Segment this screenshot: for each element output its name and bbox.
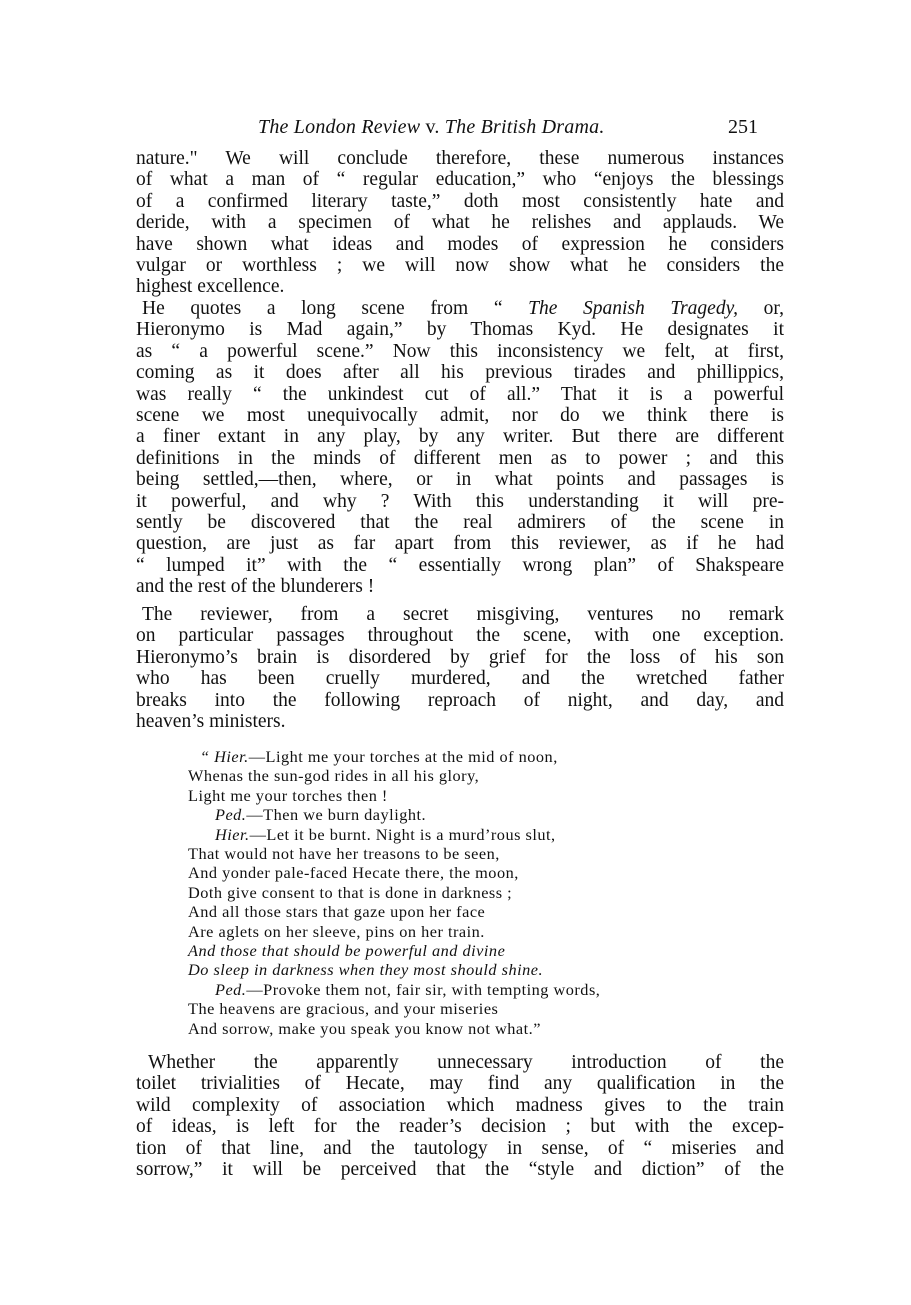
verse-line (188, 980, 600, 999)
verse-line (188, 883, 600, 902)
speaker: Ped. (215, 805, 247, 825)
text-line: scene we most unequivocally admit, nor do we think there is (136, 405, 784, 427)
text-line: nature." We will conclude therefore, these numerous instances (136, 148, 784, 169)
text-line: of ideas, is left for the reader’s decision ; but with the excep- (136, 1116, 784, 1138)
verse-line (188, 999, 600, 1018)
text-span: He quotes a long scene from “ (142, 298, 529, 319)
text-line: “ lumped it” with the “ essentially wrong plan” of Shakspeare (136, 554, 784, 576)
verse-text: That would not have her treasons to be seen, (188, 844, 500, 864)
text-line: Hieronymo is Mad again,” by Thomas Kyd. He designates it (136, 319, 784, 341)
verse-text: Light me your torches then ! (188, 785, 388, 805)
verse-line (188, 844, 600, 863)
verse-line (188, 922, 600, 941)
text-line: who has been cruelly murdered, and the wretched father (136, 668, 784, 690)
verse-text: Whenas the sun-god rides in all his glory, (188, 766, 480, 786)
text-line: The reviewer, from a secret misgiving, ventures no remark (142, 604, 784, 625)
verse-text: And sorrow, make you speak you know not what.” (188, 1018, 541, 1038)
text-line: was really “ the unkindest cut of all.” That it is a powerful (136, 383, 784, 405)
speaker: Ped. (215, 979, 247, 999)
text-line: a finer extant in any play, by any writer. But there are different (136, 426, 784, 448)
text-line: of a confirmed literary taste,” doth most consistently hate and (136, 190, 784, 212)
verse-text: And those that should be powerful and divine (188, 941, 506, 961)
verse-line (188, 825, 600, 844)
text-line: toilet trivialities of Hecate, may find any qualification in the (136, 1073, 784, 1095)
verse-text: —Light me your torches at the mid of noon, (248, 747, 558, 766)
text-line: Hieronymo’s brain is disordered by grief for the loss of his son (136, 646, 784, 668)
text-line: sorrow,” it will be perceived that the “style and diction” of the (136, 1159, 784, 1181)
verse-text: —Provoke them not, fair sir, with tempting words, (246, 979, 601, 999)
verse-line (188, 863, 600, 882)
verse-line (188, 805, 600, 824)
speaker: Hier. (215, 824, 250, 844)
text-line: sently be discovered that the real admirers of the scene in (136, 512, 784, 534)
running-head-left: The London Review (258, 116, 421, 138)
text-line: vulgar or worthless ; we will now show what he considers the (136, 255, 784, 277)
verse-line-italic (188, 941, 600, 960)
text-line: on particular passages throughout the scene, with one exception. (136, 625, 784, 647)
verse-line (188, 902, 600, 921)
verse-line (188, 766, 600, 785)
text-line: tion of that line, and the tautology in sense, of “ miseries and (136, 1137, 784, 1159)
text-span: or, (738, 298, 784, 319)
text-line: it powerful, and why ? With this understanding it will pre- (136, 490, 784, 512)
verse-line-italic (188, 960, 600, 979)
page-number: 251 (728, 116, 758, 138)
speaker: “ Hier. (200, 747, 249, 766)
text-line: deride, with a specimen of what he relishes and applauds. We (136, 212, 784, 234)
text-line: question, are just as far apart from this reviewer, as if he had (136, 533, 784, 555)
verse-text: Are aglets on her sleeve, pins on her train. (188, 921, 485, 941)
verse-text: And yonder pale-faced Hecate there, the moon, (188, 863, 519, 883)
text-line: Whether the apparently unnecessary introduction of the (148, 1052, 784, 1073)
text-line: coming as it does after all his previous tirades and phillippics, (136, 362, 784, 384)
running-head-right: The British Drama. (444, 116, 605, 138)
text-line (136, 298, 784, 319)
paragraph-2 (136, 298, 784, 598)
text-line: highest excellence. (136, 276, 285, 298)
text-line: of what a man of “ regular education,” who “enjoys the blessings (136, 169, 784, 191)
text-line: as “ a powerful scene.” Now this inconsistency we felt, at first, (136, 340, 784, 362)
paragraph-4 (136, 1052, 784, 1180)
text-line: have shown what ideas and modes of expression he considers (136, 233, 784, 255)
text-line: breaks into the following reproach of night, and day, and (136, 689, 784, 711)
verse-text: And all those stars that gaze upon her face (188, 902, 486, 922)
verse-text: Doth give consent to that is done in darkness ; (188, 882, 513, 902)
text-line: being settled,—then, where, or in what points and passages is (136, 469, 784, 491)
verse-quotation (188, 747, 600, 1038)
text-line: and the rest of the blunderers ! (136, 576, 375, 598)
verse-line (188, 747, 600, 766)
paragraph-3 (136, 604, 784, 732)
text-line: heaven’s ministers. (136, 711, 286, 733)
verse-text: The heavens are gracious, and your miseries (188, 999, 499, 1019)
verse-text: —Let it be burnt. Night is a murd’rous slut, (249, 824, 556, 844)
text-line: wild complexity of association which madness gives to the train (136, 1094, 784, 1116)
verse-line (188, 786, 600, 805)
running-head (258, 116, 762, 139)
paragraph-1 (136, 148, 784, 298)
verse-text: Do sleep in darkness when they most should shine. (188, 960, 544, 980)
running-head-versus: v. (420, 116, 445, 138)
verse-text: —Then we burn daylight. (246, 805, 427, 825)
verse-line (188, 1019, 600, 1038)
text-line: definitions in the minds of different men as to power ; and this (136, 447, 784, 469)
play-title: The Spanish Tragedy, (528, 298, 739, 319)
